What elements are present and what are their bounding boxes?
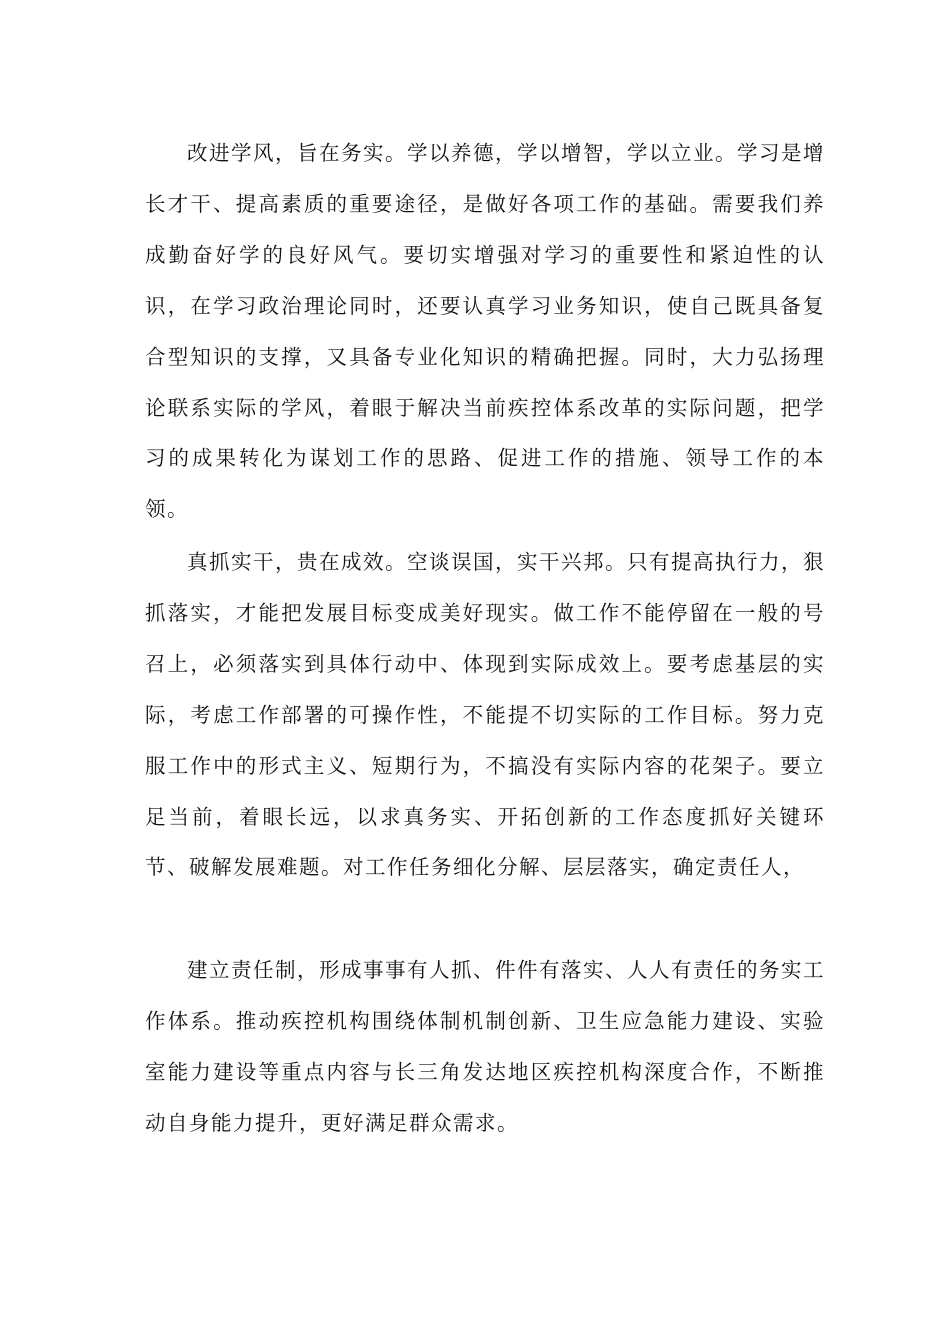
paragraph-study-style: 改进学风，旨在务实。学以养德，学以增智，学以立业。学习是增长才干、提高素质的重要途径，是做好各项工作的基础。需要我们养成勤奋好学的良好风气。要切实增强对学习的重要性和紧迫性的认识，在学习政治理论同时，还要认真学习业务知识，使自己既具备复合型知识的支撑，又具备专业化知识的精确把握。同时，大力弘扬理论联系实际的学风，着眼于解决当前疾控体系改革的实际问题，把学习的成果转化为谋划工作的思路、促进工作的措施、领导工作的本领。 bbox=[145, 141, 825, 522]
paragraph-responsibility-system: 建立责任制，形成事事有人抓、件件有落实、人人有责任的务实工作体系。推动疾控机构围绕体制机制创新、卫生应急能力建设、实验室能力建设等重点内容与长三角发达地区疾控机构深度合作，不断推动自身能力提升，更好满足群众需求。 bbox=[145, 958, 825, 1135]
paragraph-practical-work: 真抓实干，贵在成效。空谈误国，实干兴邦。只有提高执行力，狠抓落实，才能把发展目标变成美好现实。做工作不能停留在一般的号召上，必须落实到具体行动中、体现到实际成效上。要考虑基层的实际，考虑工作部署的可操作性，不能提不切实际的工作目标。努力克服工作中的形式主义、短期行为，不搞没有实际内容的花架子。要立足当前，着眼长远，以求真务实、开拓创新的工作态度抓好关键环节、破解发展难题。对工作任务细化分解、层层落实，确定责任人， bbox=[145, 550, 825, 880]
